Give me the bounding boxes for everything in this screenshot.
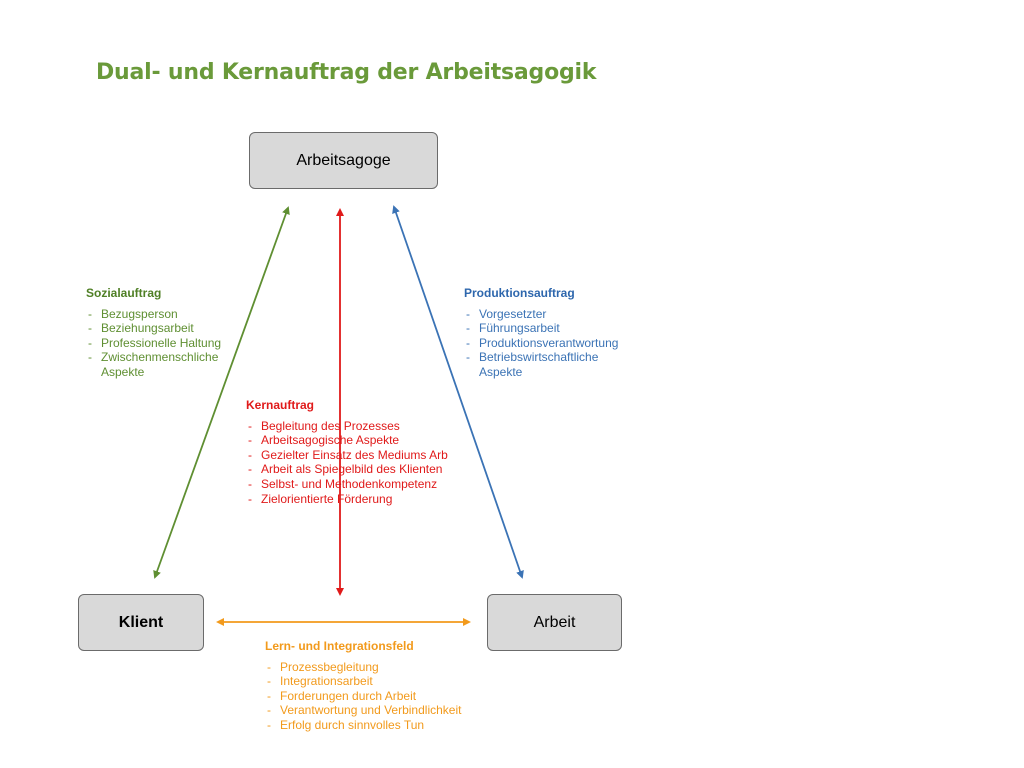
list-item: - Betriebswirtschaftliche Aspekte [464, 350, 629, 379]
lernfeld-block [265, 639, 461, 733]
page-title: Dual- und Kernauftrag der Arbeitsagogik [96, 60, 597, 85]
produktionsauftrag-list [464, 307, 629, 380]
list-item: - Arbeit als Spiegelbild des Klienten [246, 462, 448, 477]
list-item: - Forderungen durch Arbeit [265, 689, 461, 704]
list-item: - Bezugsperson [86, 307, 229, 322]
sozialauftrag-list [86, 307, 229, 380]
kernauftrag-heading: Kernauftrag [246, 398, 315, 412]
list-item: - Begleitung des Prozesses [246, 419, 448, 434]
lernfeld-list [265, 660, 461, 733]
list-item: - Prozessbegleitung [265, 660, 461, 675]
arbeit-box: Arbeit [487, 594, 622, 651]
list-item: - Arbeitsagogische Aspekte [246, 433, 448, 448]
list-item: - Selbst- und Methodenkompetenz [246, 477, 448, 492]
produktionsauftrag-block [464, 286, 629, 380]
arbeitsagoge-box: Arbeitsagoge [249, 132, 438, 189]
list-item: - Zielorientierte Förderung [246, 492, 448, 507]
produktionsauftrag-heading: Produktionsauftrag [464, 286, 575, 300]
list-item: - Vorgesetzter [464, 307, 629, 322]
list-item: - Zwischenmenschliche Aspekte [86, 350, 229, 379]
kernauftrag-list [246, 419, 448, 507]
lernfeld-heading: Lern- und Integrationsfeld [265, 639, 414, 653]
produktion-arrow [394, 207, 522, 577]
list-item: - Beziehungsarbeit [86, 321, 229, 336]
list-item: - Verantwortung und Verbindlichkeit [265, 703, 461, 718]
klient-box: Klient [78, 594, 204, 651]
list-item: - Produktionsverantwortung [464, 336, 629, 351]
list-item: - Erfolg durch sinnvolles Tun [265, 718, 461, 733]
sozialauftrag-heading: Sozialauftrag [86, 286, 162, 300]
kernauftrag-block [246, 398, 448, 506]
list-item: - Professionelle Haltung [86, 336, 229, 351]
sozial-arrow [155, 208, 288, 577]
sozialauftrag-block [86, 286, 229, 380]
list-item: - Integrationsarbeit [265, 674, 461, 689]
list-item: - Führungsarbeit [464, 321, 629, 336]
list-item: - Gezielter Einsatz des Mediums Arb [246, 448, 448, 463]
